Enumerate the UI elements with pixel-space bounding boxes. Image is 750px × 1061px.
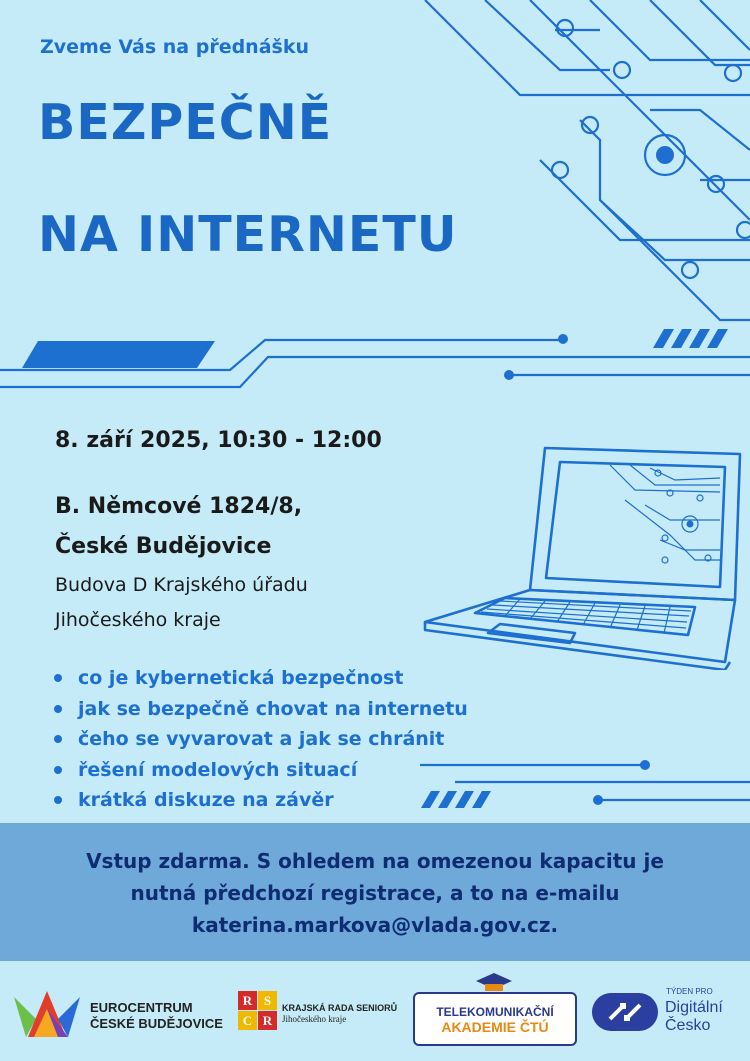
invite-text: Zveme Vás na přednášku [40,36,309,58]
event-address-line-2: České Budějovice [55,534,272,559]
event-building-line-2: Jihočeského kraje [55,609,221,631]
topics-list [30,663,468,816]
topic-item: jak se bezpečně chovat na internetu [78,694,468,725]
notice-line-2: nutná předchozí registrace, a to na e-mailu [130,881,620,905]
telecom-academy-logo: TELEKOMUNIKAČNÍ AKADEMIE ČTÚ [413,992,577,1046]
event-address-line-1: B. Němcové 1824/8, [55,494,303,519]
topic-item: co je kybernetická bezpečnost [78,663,468,694]
topic-item: čeho se vyvarovat a jak se chránit [78,724,468,755]
rscr-logo-text: KRAJSKÁ RADA SENIORŮ Jihočeského kraje [282,1003,398,1024]
rscr-logo-icon: R S C R [238,991,278,1031]
laptop-illustration [420,440,750,670]
eurocentrum-logo-icon [14,989,80,1039]
partner-logos [0,961,750,1061]
title-line-2: NA INTERNETU [38,206,458,263]
notice-line-1: Vstup zdarma. S ohledem na omezenou kapacitu je [86,849,664,873]
eurocentrum-logo-text: EUROCENTRUM ČESKÉ BUDĚJOVICE [90,1000,223,1031]
title-line-1: BEZPEČNĚ [38,94,333,151]
notice-email[interactable]: katerina.markova@vlada.gov.cz. [191,913,559,937]
event-building-line-1: Budova D Krajského úřadu [55,574,308,596]
registration-notice [0,845,750,941]
registration-notice-band [0,823,750,961]
digital-czechia-tagline: TÝDEN PRO [666,987,713,996]
digital-czechia-logo-icon [590,991,660,1033]
event-date: 8. září 2025, 10:30 - 12:00 [55,428,382,453]
digital-czechia-logo-text: Digitální Česko [665,999,723,1034]
topic-item: krátká diskuze na závěr [78,785,468,816]
topic-item: řešení modelových situací [78,755,468,786]
